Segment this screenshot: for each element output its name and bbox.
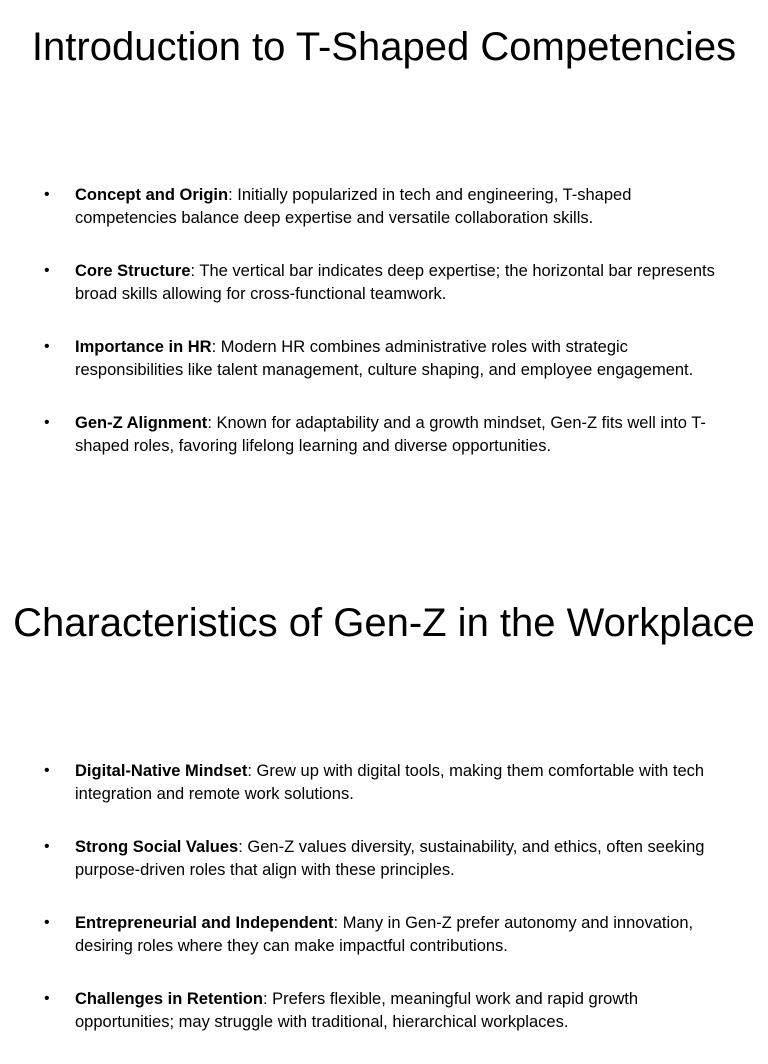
bullet-text: : Modern HR combines administrative roles with strategic responsibilities like talent management, culture shaping, and employee engagement. — [75, 338, 694, 379]
bullet-item — [0, 988, 768, 1033]
bullet-item — [0, 336, 768, 381]
bullet-item — [0, 412, 768, 457]
bullet-term: Gen-Z Alignment — [75, 414, 208, 432]
bullet-icon: • — [44, 838, 50, 855]
bullet-term: Core Structure — [75, 262, 191, 280]
bullet-term: Entrepreneurial and Independent — [75, 914, 334, 932]
bullet-text: : Initially popularized in tech and engineering, T-shaped competencies balance deep expertise and versatile collaboration skills. — [75, 186, 632, 227]
bullet-icon: • — [44, 186, 50, 203]
bullet-term: Challenges in Retention — [75, 990, 263, 1008]
bullet-item — [0, 760, 768, 805]
slide-title: Introduction to T-Shaped Competencies — [31, 25, 737, 69]
bullet-term: Digital-Native Mindset — [75, 762, 248, 780]
slide-title: Characteristics of Gen-Z in the Workplace — [13, 601, 755, 645]
bullet-text: : Grew up with digital tools, making them comfortable with tech integration and remote work solutions. — [75, 762, 705, 803]
bullet-list — [0, 184, 768, 488]
bullet-term: Strong Social Values — [75, 838, 239, 856]
bullet-item — [0, 836, 768, 881]
bullet-text: : Known for adaptability and a growth mindset, Gen-Z fits well into T-shaped roles, favoring lifelong learning and diverse opportunities. — [75, 414, 706, 455]
bullet-icon: • — [44, 262, 50, 279]
bullet-icon: • — [44, 414, 50, 431]
bullet-text: : Prefers flexible, meaningful work and rapid growth opportunities; may struggle with traditional, hierarchical workplaces. — [75, 990, 639, 1031]
bullet-icon: • — [44, 338, 50, 355]
bullet-text: : The vertical bar indicates deep expertise; the horizontal bar represents broad skills allowing for cross-functional teamwork. — [75, 262, 715, 303]
bullet-item — [0, 260, 768, 305]
bullet-text: : Gen-Z values diversity, sustainability, and ethics, often seeking purpose-driven roles that align with these principles. — [75, 838, 705, 879]
bullet-text: : Many in Gen-Z prefer autonomy and innovation, desiring roles where they can make impactful contributions. — [75, 914, 694, 955]
bullet-item — [0, 912, 768, 957]
bullet-term: Importance in HR — [75, 338, 212, 356]
bullet-list — [0, 760, 768, 1064]
bullet-term: Concept and Origin — [75, 186, 229, 204]
bullet-item — [0, 184, 768, 229]
bullet-icon: • — [44, 990, 50, 1007]
bullet-icon: • — [44, 762, 50, 779]
bullet-icon: • — [44, 914, 50, 931]
